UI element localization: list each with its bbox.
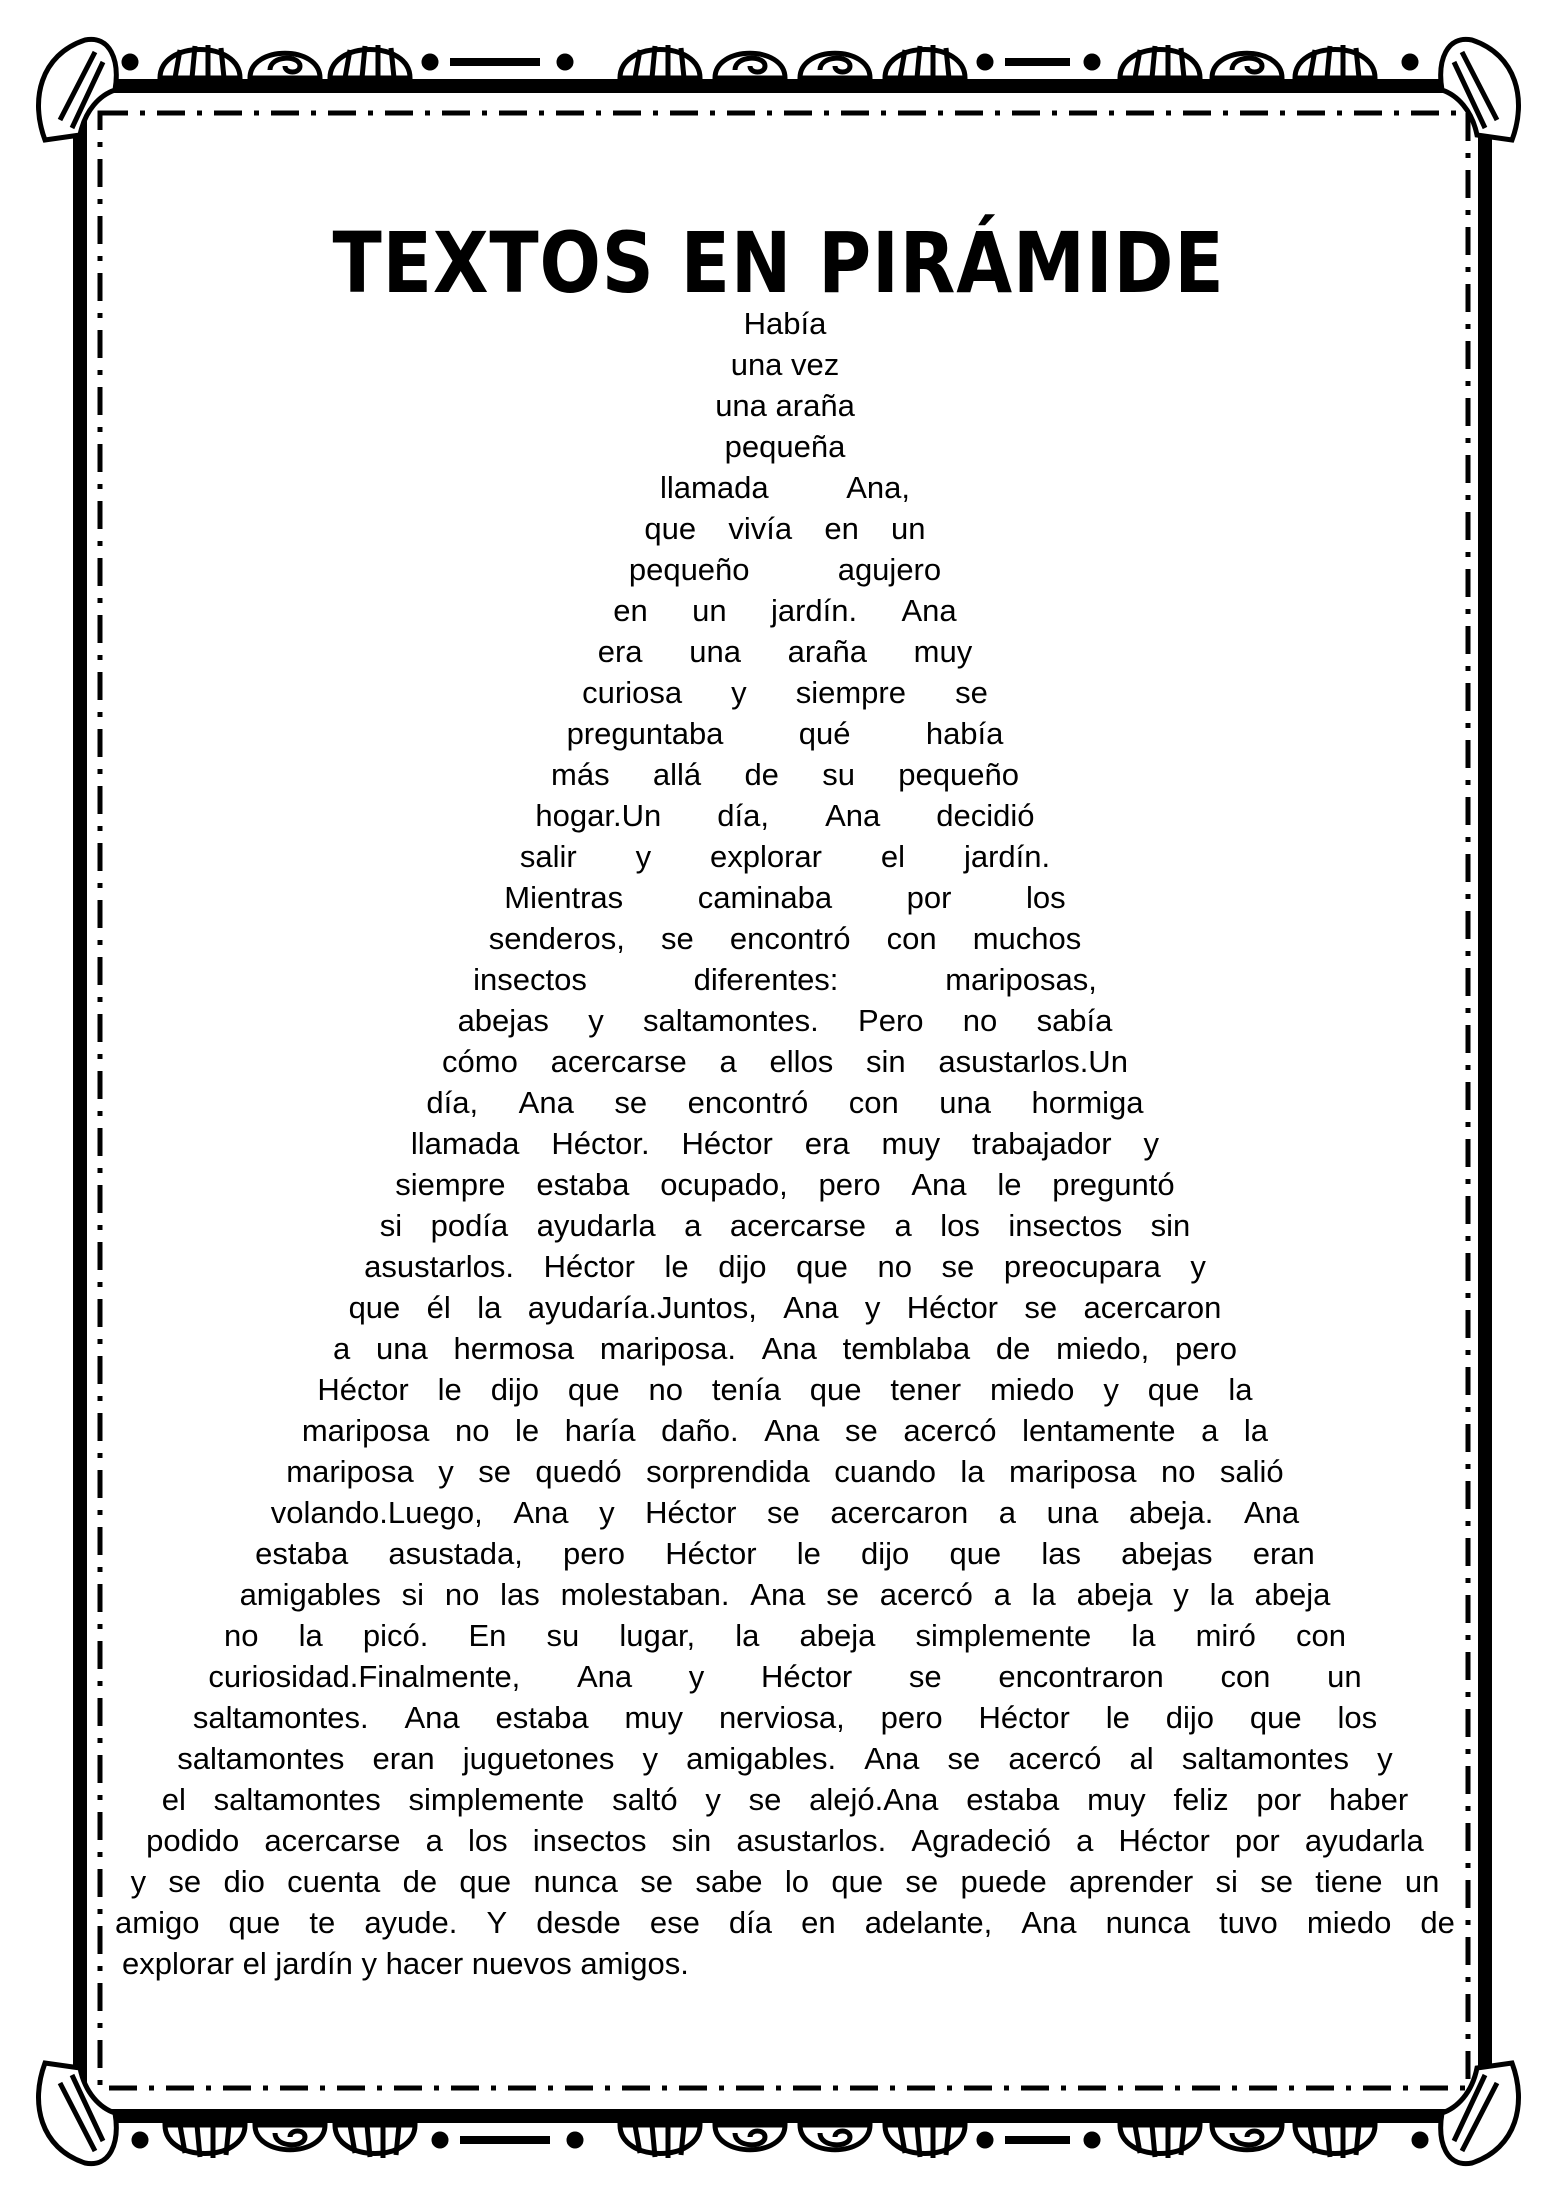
pyramid-line: saltamontes eran juguetones y amigables. Ana se acercó al saltamontes y bbox=[177, 1741, 1393, 1776]
pyramid-line: llamada Héctor. Héctor era muy trabajador y bbox=[410, 1126, 1160, 1161]
pyramid-line: volando.Luego, Ana y Héctor se acercaron a una abeja. Ana bbox=[270, 1495, 1300, 1530]
pyramid-line: una araña bbox=[715, 388, 855, 423]
pyramid-line: explorar el jardín y hacer nuevos amigos. bbox=[122, 1946, 689, 1981]
pyramid-line: podido acercarse a los insectos sin asustarlos. Agradeció a Héctor por ayudarla bbox=[146, 1823, 1424, 1858]
pyramid-line: no la picó. En su lugar, la abeja simplemente la miró con bbox=[224, 1618, 1346, 1653]
pyramid-line: pequeña bbox=[724, 429, 846, 464]
pyramid-line: si podía ayudarla a acercarse a los insectos sin bbox=[379, 1208, 1191, 1243]
pyramid-line: cómo acercarse a ellos sin asustarlos.Un bbox=[442, 1044, 1128, 1079]
pyramid-line: en un jardín. Ana bbox=[613, 593, 957, 628]
pyramid-line: amigo que te ayude. Y desde ese día en adelante, Ana nunca tuvo miedo de bbox=[115, 1905, 1455, 1940]
border-motif-bottom bbox=[620, 2125, 1098, 2158]
pyramid-line: estaba asustada, pero Héctor le dijo que las abejas eran bbox=[255, 1536, 1315, 1571]
pyramid-line: asustarlos. Héctor le dijo que no se preocupara y bbox=[364, 1249, 1206, 1284]
pyramid-line: Había bbox=[743, 306, 827, 341]
pyramid-line: preguntaba qué había bbox=[566, 716, 1004, 751]
pyramid-text bbox=[110, 303, 1460, 1984]
pyramid-line: curiosidad.Finalmente, Ana y Héctor se encontraron con un bbox=[208, 1659, 1362, 1694]
corner-shell-icon bbox=[38, 2063, 116, 2164]
pyramid-line: mariposa no le haría daño. Ana se acercó lentamente a la bbox=[301, 1413, 1269, 1448]
pyramid-line: senderos, se encontró con muchos bbox=[488, 921, 1082, 956]
corner-shell-icon bbox=[1441, 39, 1519, 140]
pyramid-line: era una araña muy bbox=[597, 634, 973, 669]
border-motif-bottom bbox=[134, 2125, 581, 2158]
pyramid-line: insectos diferentes: mariposas, bbox=[473, 962, 1097, 997]
page-title: TEXTOS EN PIRÁMIDE bbox=[332, 214, 1225, 313]
pyramid-line: pequeño agujero bbox=[628, 552, 942, 587]
pyramid-line: saltamontes. Ana estaba muy nerviosa, pero Héctor le dijo que los bbox=[192, 1700, 1378, 1735]
pyramid-line: curiosa y siempre se bbox=[582, 675, 988, 710]
pyramid-line: más allá de su pequeño bbox=[551, 757, 1019, 792]
pyramid-line: y se dio cuenta de que nunca se sabe lo que se puede aprender si se tiene un bbox=[130, 1864, 1440, 1899]
corner-shell-icon bbox=[1441, 2063, 1519, 2164]
pyramid-line: abejas y saltamontes. Pero no sabía bbox=[457, 1003, 1113, 1038]
pyramid-line: llamada Ana, bbox=[660, 470, 910, 505]
pyramid-line: siempre estaba ocupado, pero Ana le preguntó bbox=[395, 1167, 1175, 1202]
pyramid-line: el saltamontes simplemente saltó y se alejó.Ana estaba muy feliz por haber bbox=[161, 1782, 1409, 1817]
pyramid-line: hogar.Un día, Ana decidió bbox=[535, 798, 1035, 833]
pyramid-line: amigables si no las molestaban. Ana se acercó a la abeja y la abeja bbox=[239, 1577, 1331, 1612]
pyramid-line: que vivía en un bbox=[644, 511, 926, 546]
pyramid-line: a una hermosa mariposa. Ana temblaba de miedo, pero bbox=[333, 1331, 1237, 1366]
pyramid-line: salir y explorar el jardín. bbox=[519, 839, 1051, 874]
pyramid-line: Mientras caminaba por los bbox=[504, 880, 1066, 915]
border-motif-top bbox=[124, 45, 571, 78]
corner-shell-icon bbox=[38, 39, 116, 140]
pyramid-line: día, Ana se encontró con una hormiga bbox=[426, 1085, 1144, 1120]
border-motif-top bbox=[1120, 45, 1416, 78]
pyramid-line: una vez bbox=[730, 347, 840, 382]
pyramid-line: que él la ayudaría.Juntos, Ana y Héctor se acercaron bbox=[348, 1290, 1222, 1325]
pyramid-line: Héctor le dijo que no tenía que tener miedo y que la bbox=[317, 1372, 1253, 1407]
pyramid-line: mariposa y se quedó sorprendida cuando la mariposa no salió bbox=[286, 1454, 1284, 1489]
border-motif-top bbox=[620, 45, 1098, 78]
border-motif-bottom bbox=[1120, 2125, 1426, 2158]
